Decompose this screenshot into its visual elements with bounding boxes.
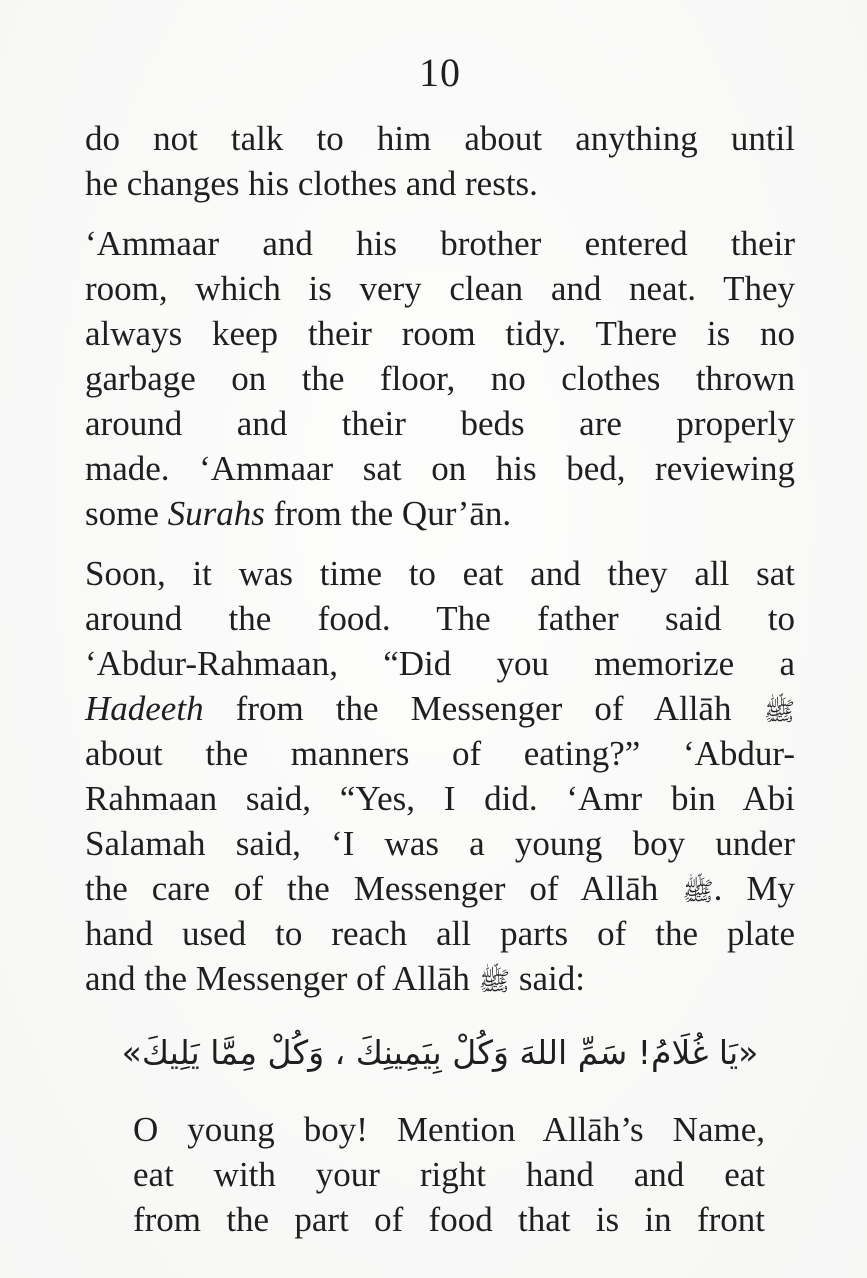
text-line (85, 491, 795, 536)
text-line: ‘Abdur-Rahmaan, “Did you memorize a (85, 644, 795, 683)
text-line (85, 686, 795, 731)
text-segment: the care of the Messenger of Allāh (85, 869, 683, 908)
text-segment: from the Messenger of Allāh (203, 689, 764, 728)
text-line: Soon, it was time to eat and they all sat (85, 554, 795, 593)
paragraph-clothes-rest (85, 116, 795, 206)
text-line: made. ‘Ammaar sat on his bed, reviewing (85, 449, 795, 488)
text-line: do not talk to him about anything until (85, 119, 795, 158)
italic-term-surahs: Surahs (167, 494, 265, 533)
paragraph-tidy-room (85, 221, 795, 536)
text-segment: said: (510, 959, 585, 998)
page-number: 10 (419, 50, 461, 95)
text-line: from the part of food that is in front (133, 1200, 765, 1239)
text-line: Rahmaan said, “Yes, I did. ‘Amr bin Abi (85, 779, 795, 818)
text-line: O young boy! Mention Allāh’s Name, (133, 1110, 765, 1149)
italic-term-hadeeth: Hadeeth (85, 689, 204, 728)
text-segment: from the Qur’ān. (264, 494, 512, 533)
hadith-translation (85, 1107, 795, 1242)
text-line: hand used to reach all parts of the plate (85, 914, 795, 953)
text-line: about the manners of eating?” ‘Abdur- (85, 734, 795, 773)
text-line: room, which is very clean and neat. They (85, 269, 795, 308)
paragraph-mealtime-hadeeth (85, 551, 795, 1001)
pbuh-honorific-symbol: ﷺ (763, 697, 795, 727)
text-line (85, 956, 795, 1001)
text-line: eat with your right hand and eat (133, 1155, 765, 1194)
text-segment: and the Messenger of Allāh (85, 959, 479, 998)
text-line: he changes his clothes and rests. (85, 164, 538, 203)
text-line: around and their beds are properly (85, 404, 795, 443)
text-line: ‘Ammaar and his brother entered their (85, 224, 795, 263)
pbuh-honorific-symbol: ﷺ (682, 877, 714, 907)
text-line: always keep their room tidy. There is no (85, 314, 795, 353)
pbuh-honorific-symbol: ﷺ (478, 967, 511, 997)
text-segment: . My (713, 869, 795, 908)
text-line: garbage on the floor, no clothes thrown (85, 359, 795, 398)
text-segment: some (85, 494, 168, 533)
arabic-hadith-quote: «يَا غُلَامُ! سَمِّ اللهَ وَكُلْ بِيَمِينِكَ ، وَكُلْ مِمَّا يَلِيكَ» (121, 1033, 759, 1072)
text-line (85, 866, 795, 911)
text-line: around the food. The father said to (85, 599, 795, 638)
text-line: Salamah said, ‘I was a young boy under (85, 824, 795, 863)
